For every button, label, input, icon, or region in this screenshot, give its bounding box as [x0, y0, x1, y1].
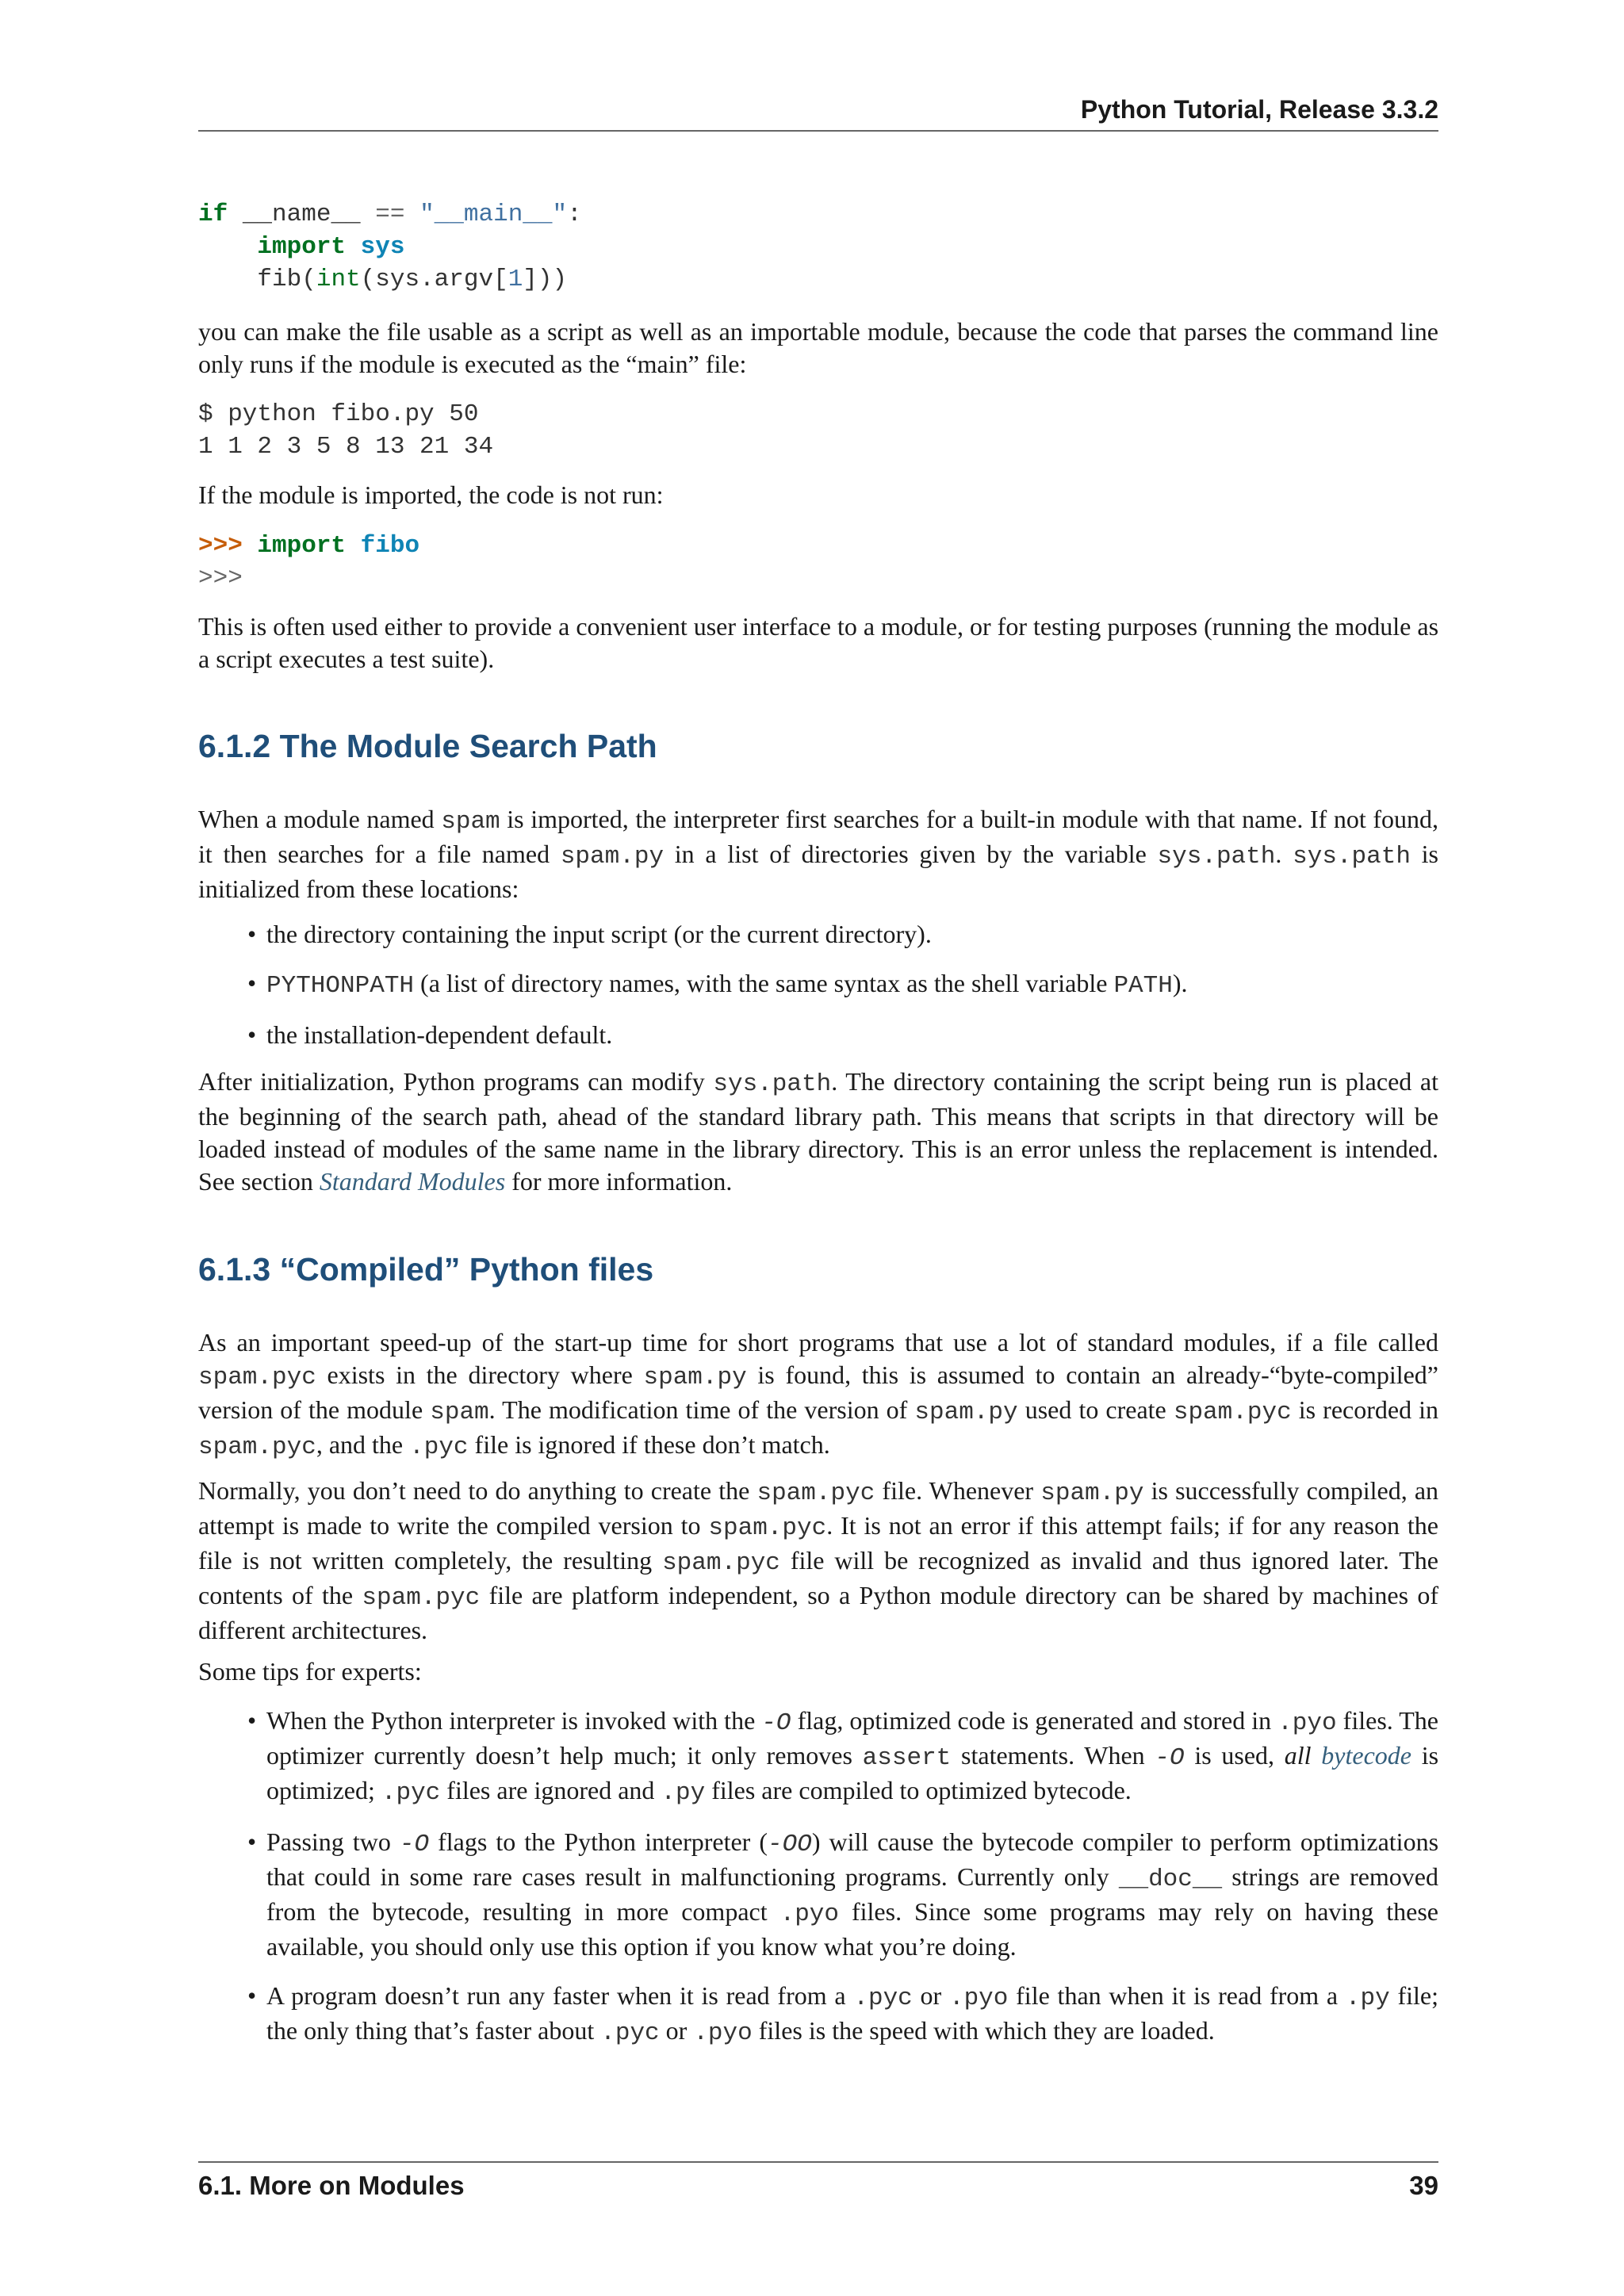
- paragraph-normally: Normally, you don’t need to do anything to create the spam.pyc file. Whenever spam.py is successfully compiled, an attempt is made to write the compiled version to spam.pyc. It is not an error if this attempt fails; if for any reason the file is not written completely, the resulting spam.pyc file will be recognized as invalid and thus ignored later. The contents of the spam.pyc file are platform independent, so a Python module directory can be shared by machines of different architectures.: [198, 1476, 1439, 1644]
- header-title: Python Tutorial, Release 3.3.2: [1080, 95, 1438, 124]
- bytecode-link[interactable]: bytecode: [1321, 1741, 1411, 1770]
- page-header: [198, 89, 1438, 132]
- expert-tips-list: [198, 1705, 1438, 2049]
- list-item: • the installation-dependent default.: [198, 1019, 1438, 1051]
- footer-section: 6.1. More on Modules: [198, 2171, 465, 2200]
- section-heading-search-path: 6.1.2 The Module Search Path: [198, 728, 657, 764]
- paragraph-after-init: After initialization, Python programs can modify sys.path. The directory containing the script being run is placed at the beginning of the search path, ahead of the standard library path. This means that scripts in that directory will be loaded instead of modules of the same name in the library directory. This is an error unless the replacement is intended. See section Standard Modules for more information.: [198, 1067, 1439, 1196]
- paragraph-search-intro: When a module named spam is imported, the interpreter first searches for a built-in module with that name. If not found, it then searches for a file named spam.py in a list of directories given by the variable sys.path. sys.path is initialized from these locations:: [198, 805, 1439, 903]
- code-block-shell: $ python fibo.py 50 1 1 2 3 5 8 13 21 34: [198, 400, 494, 461]
- search-locations-list: [198, 918, 1438, 1051]
- page-footer: [198, 2161, 1438, 2201]
- section-heading-compiled-files: 6.1.3 “Compiled” Python files: [198, 1251, 654, 1288]
- list-item: • PYTHONPATH (a list of directory names, with the same syntax as the shell variable PATH).: [198, 967, 1438, 1002]
- paragraph-usage-purpose: This is often used either to provide a convenient user interface to a module, or for testing purposes (running the module as a script executes a test suite).: [198, 612, 1439, 673]
- code-block-import-fibo: >>> import fibo >>>: [198, 532, 420, 592]
- code-block-main-guard: if __name__ == "__main__": import sys fib(int(sys.argv[1])): [198, 201, 582, 293]
- paragraph-speedup: As an important speed-up of the start-up time for short programs that use a lot of standard modules, if a file called spam.pyc exists in the directory where spam.py is found, this is assumed to contain an already-“byte-compiled” version of the module spam. The modification time of the version of spam.py used to create spam.pyc is recorded in spam.pyc, and the .pyc file is ignored if these don’t match.: [198, 1328, 1439, 1461]
- page-number: 39: [1409, 2171, 1438, 2200]
- list-item: • When the Python interpreter is invoked with the -O flag, optimized code is generated and stored in .pyo files. The optimizer currently doesn’t help much; it only removes assert statements. When -O is used, all bytecode is optimized; .pyc files are ignored and .py files are compiled to optimized bytecode.: [198, 1705, 1438, 1809]
- list-item: • the directory containing the input script (or the current directory).: [198, 918, 1438, 951]
- list-item: • Passing two -O flags to the Python interpreter (-OO) will cause the bytecode compiler to perform optimizations that could in some rare cases result in malfunctioning programs. Currently only __doc__ strings are removed from the bytecode, resulting in more compact .pyo files. Since some programs may rely on having these available, you should only use this option if you know what you’re doing.: [198, 1826, 1438, 1963]
- paragraph-imported: If the module is imported, the code is not run:: [198, 480, 664, 509]
- list-item: • A program doesn’t run any faster when it is read from a .pyc or .pyo file than when it is read from a .py file; the only thing that’s faster about .pyc or .pyo files is the speed with which they are loaded.: [198, 1980, 1438, 2049]
- paragraph-script-usage: you can make the file usable as a script as well as an importable module, because the code that parses the command line only runs if the module is executed as the “main” file:: [198, 317, 1438, 378]
- standard-modules-link[interactable]: Standard Modules: [319, 1167, 506, 1196]
- paragraph-tips-intro: Some tips for experts:: [198, 1657, 422, 1686]
